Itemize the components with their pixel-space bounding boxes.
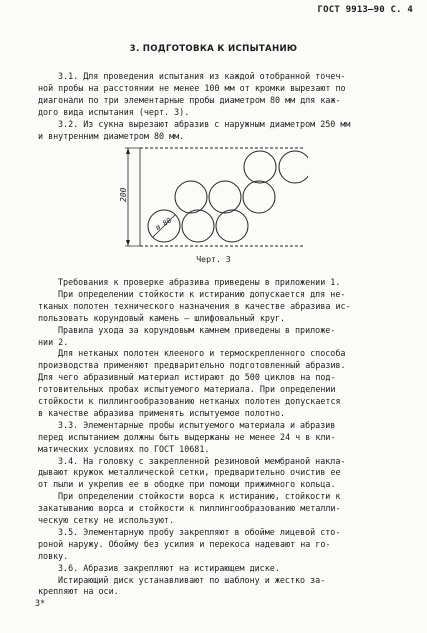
text-line: ческую сетку не используют. [38,515,175,525]
figure-3-diagram [108,140,308,252]
figure-caption: Черт. 3 [196,254,231,264]
text-line: Требования к проверке абразива приведены в приложении 1. [58,277,341,287]
sample-circle [216,210,248,242]
text-line: тканых полотен технического назначения в качестве абразива ис- [38,300,351,311]
page-number: 3* [35,598,46,608]
text-line: и внутренним диаметром 80 мм. [38,131,185,141]
text-line: 3.1. Для проведения испытания из каждой отобранной точеч- [58,71,346,81]
text-line: Для чего абразивный материал истирают до 500 циклов на под- [38,372,336,383]
sample-circle [175,181,207,213]
text-line: ной пробы на расстоянии не менее 100 мм от кромки вырезают по [38,83,346,93]
text-line: закатыванию ворса и стойкости к пиллингообразованию металли- [38,503,341,514]
running-header: ГОСТ 9913—90 С. 4 [317,5,413,15]
text-line: перед испытанием должны быть выдержаны не менее 24 ч в кли- [38,431,336,442]
text-line: крепляют на оси. [38,586,119,597]
text-line: нии 2. [38,336,69,347]
text-line: от пыли и укрепив ее в ободке при помощи прижимного кольца. [38,479,336,490]
sample-circle [243,181,275,213]
text-line: Правила ухода за корундовым камнем приведены в приложе- [58,324,336,335]
text-line: 3.4. На головку с закрепленной резиновой мембраной накла- [58,455,346,466]
text-line: пользовать корундовый камень — шлифовальный круг. [38,312,286,323]
text-line: дого вида испытания (черт. 3). [38,107,190,117]
sample-circle [279,151,308,183]
text-line: При определении стойкости ворса к истиранию, стойкости к [58,491,341,502]
section-title: 3. ПОДГОТОВКА К ИСПЫТАНИЮ [129,44,298,54]
text-line: производства применяют предварительно подготовленный абразив. [38,360,346,371]
text-line: дывают кружок металлической сетки, предварительно очистив ее [38,467,341,478]
text-line: Для нетканых полотен клееного и термоскрепленного способа [58,348,346,359]
circle-diameter-label: ø 80 [154,216,173,232]
sample-circle [244,151,276,183]
text-line: готовительных пробах испытуемого материала. При определении [38,384,336,395]
dimension-label: 200 [119,187,128,202]
sample-circle [209,181,241,213]
text-line: При определении стойкости к истиранию допускается для не- [58,288,346,299]
text-line: диагонали по три элементарные пробы диаметром 80 мм для каж- [38,95,341,105]
text-line: 3.5. Элементарную пробу закрепляют в обойме лицевой сто- [58,526,341,537]
text-line: роной наружу. Обойму без усилия и перекоса надевают на го- [38,538,331,549]
text-line: матических условиях по ГОСТ 10681. [38,443,210,454]
text-line: 3.3. Элементарные пробы испытуемого материала и абразив [58,419,336,430]
text-line: Истирающий диск устанавливают по шаблону и жестко за- [58,574,326,585]
sample-circle [182,210,214,242]
text-line: стойкости к пиллингообразованию нетканых полотен допускается [38,396,341,406]
text-line: 3.2. Из сукна вырезают абразив с наружным диаметром 250 мм [58,119,351,129]
text-line: в качестве абразива применять испытуемое полотно. [38,407,286,418]
text-line: ловку. [38,550,69,561]
text-line: 3.6. Абразив закрепляют на истирающем диске. [58,562,280,573]
